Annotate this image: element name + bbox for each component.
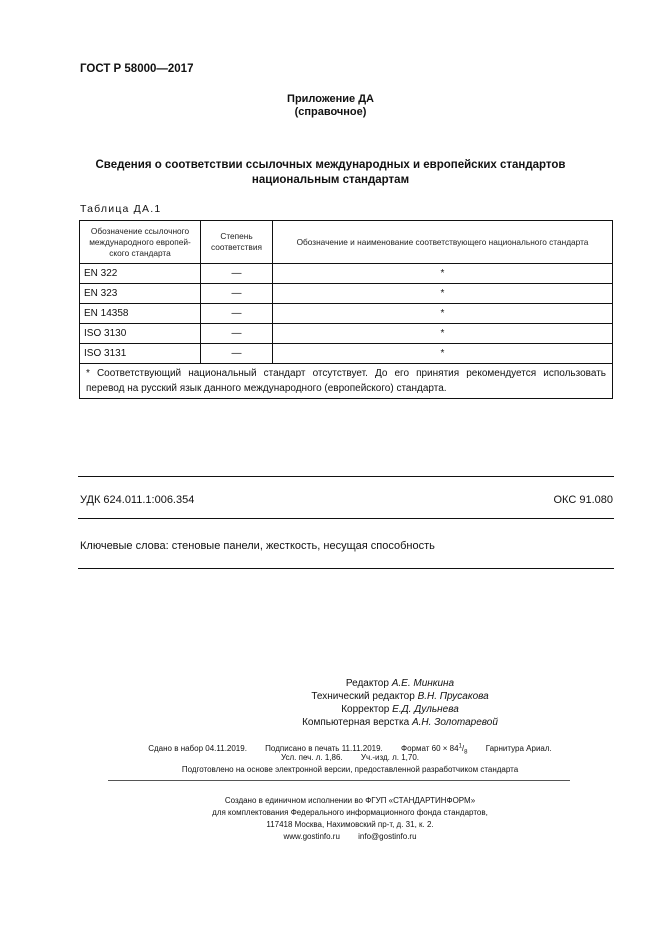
divider-middle — [78, 518, 614, 519]
table-row — [80, 344, 613, 364]
divider-publisher — [108, 780, 570, 781]
header-national: Обозначение и наименование соответствующего национального стандарта — [273, 221, 613, 264]
standards-table — [79, 220, 613, 399]
credit-layout: Компьютерная верстка А.Н. Золотаревой — [302, 717, 498, 728]
publisher-line3: 117418 Москва, Нахимовский пр-т, д. 31, к. 2. — [266, 820, 434, 829]
credit-editor: Редактор А.Е. Минкина — [345, 678, 455, 689]
table-row — [80, 264, 613, 284]
cell-national: * — [273, 324, 613, 344]
cell-designation: ISO 3130 — [80, 324, 201, 344]
divider-top — [78, 476, 614, 477]
appendix-subtitle: (справочное) — [294, 106, 367, 118]
publisher-contacts — [70, 831, 630, 843]
cell-national: * — [273, 264, 613, 284]
email-link[interactable]: info@gostinfo.ru — [358, 832, 417, 841]
cell-degree: — — [201, 344, 273, 364]
cell-designation: EN 322 — [80, 264, 201, 284]
publication-line2: Усл. печ. л. 1,86. Уч.-изд. л. 1,70. — [280, 753, 420, 762]
header-degree: Степень соответствия — [201, 221, 273, 264]
format-info: Формат $60 \times 84^1/_8$ — [401, 743, 468, 756]
table-header-row — [80, 221, 613, 264]
cell-degree: — — [201, 304, 273, 324]
cell-degree: — — [201, 284, 273, 304]
oks-code: ОКС 91.080 — [553, 494, 613, 506]
table-row — [80, 324, 613, 344]
publisher-block — [70, 795, 630, 843]
table-footnote: * Соответствующий национальный стандарт отсутствует. До его принятия рекомендуется использовать перевод на русский язык данного международного (европейского) стандарта. — [80, 364, 613, 399]
cell-designation: ISO 3131 — [80, 344, 201, 364]
keywords: Ключевые слова: стеновые панели, жесткость, несущая способность — [80, 540, 435, 552]
header-designation: Обозначение ссылочного международного европей-ского стандарта — [80, 221, 201, 264]
credits-block — [200, 677, 600, 729]
cell-degree: — — [201, 264, 273, 284]
divider-bottom — [78, 568, 614, 569]
table-label: Таблица ДА.1 — [80, 203, 162, 215]
website-link[interactable]: www.gostinfo.ru — [283, 832, 340, 841]
table-row — [80, 304, 613, 324]
document-code: ГОСТ Р 58000—2017 — [80, 63, 194, 75]
section-title-line1: Сведения о соответствии ссылочных международных и европейских стандартов — [95, 159, 566, 171]
publication-line1: Сдано в набор 04.11.2019. Подписано в печать 11.11.2019. Формат $60 \times 84^1/_8$ Гарнитура Ариал. — [148, 743, 552, 756]
publication-prepared: Подготовлено на основе электронной версии, предоставленной разработчиком стандарта — [181, 765, 519, 774]
cell-national: * — [273, 304, 613, 324]
table-footnote-row — [80, 364, 613, 399]
cell-degree: — — [201, 324, 273, 344]
credit-tech-editor: Технический редактор В.Н. Прусакова — [311, 691, 489, 702]
table-row — [80, 284, 613, 304]
appendix-title: Приложение ДА — [287, 93, 374, 105]
credit-corrector: Корректор Е.Д. Дульнева — [341, 704, 459, 715]
cell-national: * — [273, 284, 613, 304]
cell-designation: EN 14358 — [80, 304, 201, 324]
publisher-line2: для комплектования Федерального информационного фонда стандартов, — [212, 808, 488, 817]
publisher-line1: Создано в единичном исполнении во ФГУП «СТАНДАРТИНФОРМ» — [224, 796, 476, 805]
section-title — [0, 158, 661, 188]
udk-code: УДК 624.011.1:006.354 — [80, 494, 195, 506]
cell-designation: EN 323 — [80, 284, 201, 304]
section-title-line2: национальным стандартам — [251, 174, 410, 186]
cell-national: * — [273, 344, 613, 364]
